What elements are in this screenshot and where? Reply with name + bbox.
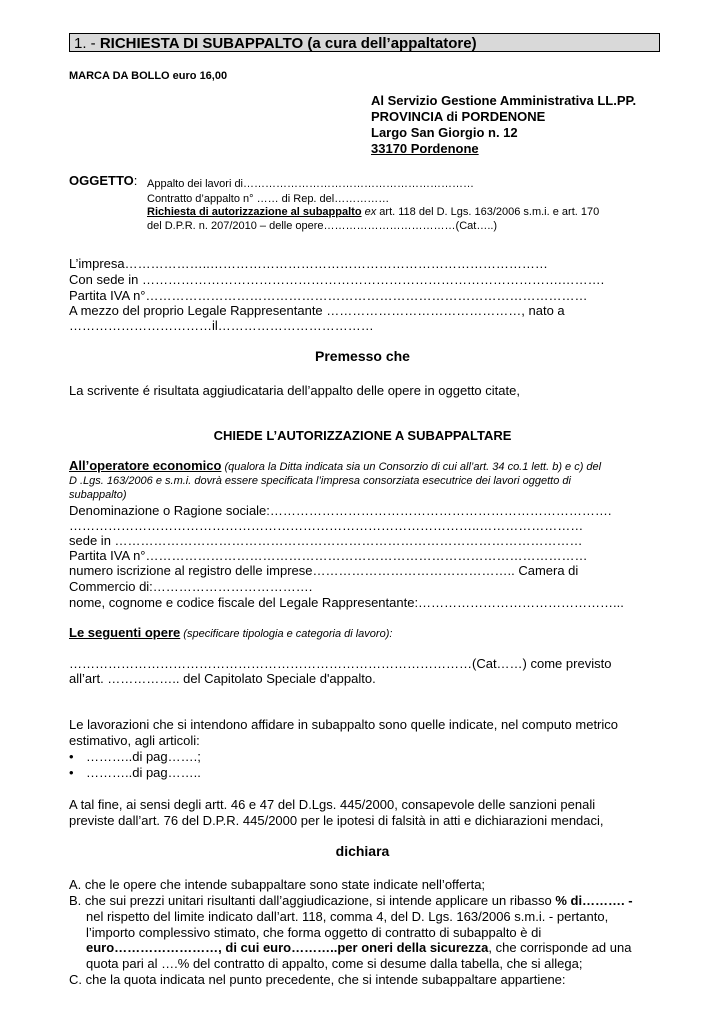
address-line-3: Largo San Giorgio n. 12 — [371, 125, 518, 140]
premesso-text: La scrivente é risultata aggiudicataria dell’appalto delle opere in oggetto citate, — [69, 383, 520, 398]
oggetto-label: OGGETTO: — [69, 173, 138, 188]
opere-line-1: …………………………………………………………………………………(Cat……) come previsto — [69, 656, 612, 671]
section-number: 1. - — [74, 35, 100, 52]
dichiara-a: A. che le opere che intende subappaltare sono state indicate nell’offerta; — [69, 877, 486, 892]
denominazione-dots: …………………………………………………………………………………..…………………… — [69, 518, 584, 533]
denominazione-line: Denominazione o Ragione sociale:……………………………………………………………………. — [69, 503, 612, 518]
legale-rappresentante-line: A mezzo del proprio Legale Rappresentante ………………………………………, nato a — [69, 303, 565, 318]
fine-line-1: A tal fine, ai sensi degli artt. 46 e 47 del D.Lgs. 445/2000, consapevole delle sanzioni penali — [69, 797, 596, 812]
sede-line: Con sede in …………………………………………………………………………………….………. — [69, 272, 605, 287]
oggetto-line-2: Contratto d’appalto n° …… di Rep. del…………… — [147, 193, 390, 205]
chiede-heading: CHIEDE L’AUTORIZZAZIONE A SUBAPPALTARE — [213, 428, 512, 443]
impresa-line: L’impresa………………..…………………………………………………………………… — [69, 256, 548, 271]
marca-da-bollo: MARCA DA BOLLO euro 16,00 — [69, 70, 228, 82]
legale-line: nome, cognome e codice fiscale del Legale Rappresentante:………………………………………... — [69, 595, 624, 610]
lavorazioni-item-1: • ………..di pag…….; — [86, 749, 201, 764]
address-block — [371, 93, 636, 157]
dichiara-b-1: B. che sui prezzi unitari risultanti dall’aggiudicazione, si intende applicare un ribasso % di………. - — [69, 893, 633, 908]
section-title: RICHIESTA DI SUBAPPALTO (a cura dell’appaltatore) — [99, 35, 477, 52]
dichiara-b-5: quota pari al ….% del contratto di appalto, come si desume dalla tabella, che si allega; — [86, 956, 583, 971]
opere-header: Le seguenti opere (specificare tipologia e categoria di lavoro): — [69, 625, 393, 640]
lavorazioni-line-1: Le lavorazioni che si intendono affidare in subappalto sono quelle indicate, nel computo metrico — [69, 717, 619, 732]
dichiara-b-2: nel rispetto del limite indicato dall’art. 118, comma 4, del D. Lgs. 163/2006 s.m.i. - pertanto, — [86, 909, 609, 924]
iscrizione-line: numero iscrizione al registro delle imprese……………………………………….. Camera di — [69, 563, 579, 578]
opere-line-2: all’art. …………….. del Capitolato Speciale d'appalto. — [69, 671, 376, 686]
section-title-box — [69, 33, 660, 52]
partita-iva-line: Partita IVA n°………………………………………………………………………………………… — [69, 288, 588, 303]
address-line-1: Al Servizio Gestione Amministrativa LL.PP. — [371, 93, 637, 108]
address-line-2: PROVINCIA di PORDENONE — [371, 109, 546, 124]
oggetto-line-3: Richiesta di autorizzazione al subappalto ex art. 118 del D. Lgs. 163/2006 s.m.i. e art. 170 — [147, 206, 600, 218]
oggetto-line-1: Appalto dei lavori di……………………………………………………… — [147, 178, 475, 190]
commercio-line: Commercio di:………………………………. — [69, 579, 313, 594]
operatore-piva-line: Partita IVA n°………………………………………………………………………………………… — [69, 548, 588, 563]
operatore-sede-line: sede in ……………………………………………………………………………………………… — [69, 533, 583, 548]
oggetto-line-4: del D.P.R. n. 207/2010 – delle opere………………………………(Cat…..) — [147, 220, 498, 232]
fine-line-2: previste dall’art. 76 del D.P.R. 445/2000 per le ipotesi di falsità in atti e dichiarazioni mendaci, — [69, 813, 604, 828]
dichiara-b-3: l’importo complessivo stimato, che forma oggetto di contratto di subappalto è di — [86, 925, 542, 940]
dichiara-c: C. che la quota indicata nel punto precedente, che si intende subappaltare appartiene: — [69, 972, 566, 987]
dichiara-heading: dichiara — [335, 843, 390, 859]
lavorazioni-item-2: • ………..di pag…….. — [86, 765, 201, 780]
lavorazioni-line-2: estimativo, agli articoli: — [69, 733, 200, 748]
operatore-note-3: subappalto) — [69, 489, 127, 501]
address-line-4: 33170 Pordenone — [371, 141, 479, 156]
premesso-heading: Premesso che — [315, 348, 410, 364]
operatore-note-2: D .Lgs. 163/2006 e s.m.i. dovrà essere specificata l’impresa consorziata esecutrice dei lavori oggetto di — [69, 475, 571, 487]
dichiara-b-4: euro……………………, di cui euro………..per oneri della sicurezza, che corrisponde ad una — [86, 940, 632, 955]
operatore-header: All’operatore economico (qualora la Ditta indicata sia un Consorzio di cui all’art. 34 co.1 lett. b) e c) del — [69, 458, 602, 473]
nato-il-line: ……………………………il……………………………… — [69, 318, 374, 333]
